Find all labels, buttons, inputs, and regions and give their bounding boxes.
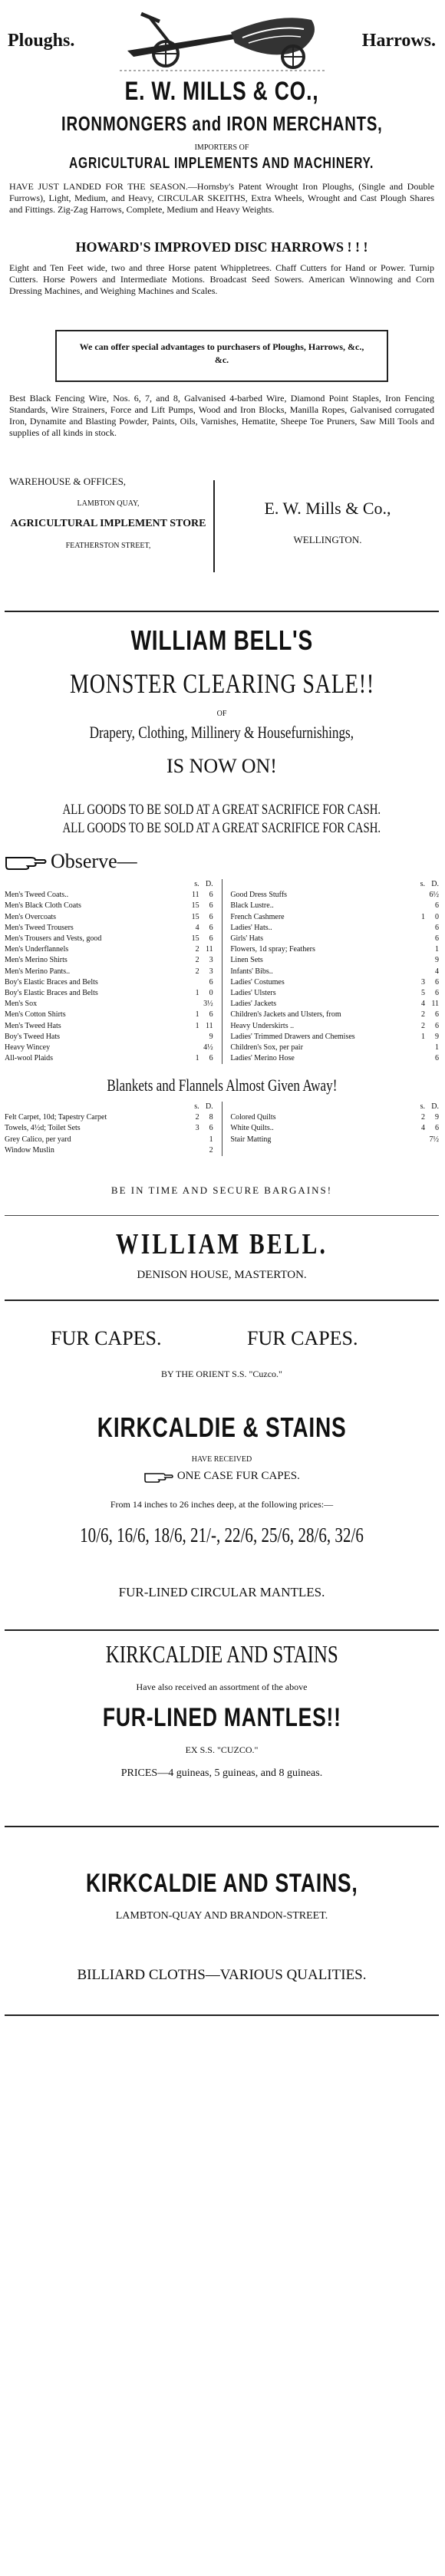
item-name: Stair Matting: [230, 1135, 272, 1144]
item-pence: 6: [209, 891, 213, 900]
item-name: Ladies' Merino Hose: [230, 1054, 295, 1063]
item-shillings: 2: [195, 967, 199, 976]
price-columns: [5, 879, 439, 1064]
price-row: [230, 988, 439, 999]
blankets-columns: [5, 1102, 439, 1156]
item-name: Men's Tweed Coats..: [5, 891, 69, 900]
item-shillings: [411, 901, 425, 911]
item-shillings: 4: [421, 1124, 425, 1133]
item-pence: 6: [435, 923, 439, 932]
divider: [5, 1300, 439, 1301]
item-name: White Quilts..: [230, 1124, 274, 1133]
item-shillings: [186, 999, 199, 1010]
one-case-line: ONE CASE FUR CAPES.: [5, 1470, 439, 1483]
item-shillings: [186, 1145, 199, 1156]
mills-firm-script: E. W. Mills & Co.,: [264, 499, 391, 518]
pointing-hand-icon: [5, 853, 48, 870]
goods-line: Drapery, Clothing, Millinery & Housefurnishings,: [89, 723, 354, 742]
price-row: [5, 912, 213, 923]
newspaper-column: [5, 0, 439, 2576]
item-shillings: [411, 1043, 425, 1053]
price-row: [230, 1053, 439, 1064]
item-name: Heavy Wincey: [5, 1043, 51, 1052]
item-name: French Cashmere: [230, 912, 285, 921]
item-pence: 6: [209, 1010, 213, 1020]
ex-cuzco-line: EX S.S. "CUZCO.": [185, 1744, 259, 1755]
item-name: Felt Carpet, 10d; Tapestry Carpet: [5, 1113, 107, 1122]
whippletree-paragraph: Eight and Ten Feet wide, two and three Horse patent Whippletrees. Chaff Cutters for Hand or Power. Turnip Cutters. Horse Powers and Intermediate Motions. Broadcast Seed Sowers. American Winnowing and Corn Dressing Machines, and Weighing Machines and Scales.: [9, 262, 434, 296]
item-name: Infants' Bibs..: [230, 967, 273, 976]
price-row: [230, 967, 439, 977]
item-pence: 9: [435, 1032, 439, 1041]
price-row: [230, 934, 439, 944]
item-shillings: 2: [195, 1113, 199, 1122]
item-pence: 11: [206, 945, 213, 954]
assortment-line: Have also received an assortment of the above: [136, 1682, 308, 1692]
item-shillings: [411, 890, 425, 901]
blanket-row: [5, 1112, 213, 1123]
item-shillings: 1: [195, 1021, 199, 1030]
kirkcaldie-name: KIRKCALDIE AND STAINS: [105, 1640, 338, 1668]
warehouse-block: [5, 476, 212, 583]
kirkcaldie-name: KIRKCALDIE AND STAINS,: [85, 1869, 358, 1898]
item-pence: 6: [435, 1054, 439, 1063]
agricultural-heading: AGRICULTURAL IMPLEMENTS AND MACHINERY.: [69, 155, 374, 172]
item-pence: 7½: [429, 1135, 439, 1144]
item-pence: 6: [209, 923, 213, 932]
item-name: Men's Cotton Shirts: [5, 1010, 66, 1020]
bell-name-heading: WILLIAM BELL'S: [130, 624, 313, 656]
item-name: Men's Black Cloth Coats: [5, 901, 81, 911]
item-shillings: 4: [195, 923, 199, 932]
price-row: [230, 977, 439, 988]
item-shillings: [411, 944, 425, 955]
blanket-row: [230, 1112, 439, 1123]
price-row: [5, 944, 213, 955]
now-on-line: IS NOW ON!: [166, 755, 277, 777]
blankets-heading: Blankets and Flannels Almost Given Away!: [106, 1076, 338, 1095]
plough-icon: [120, 3, 327, 74]
fencing-paragraph: Best Black Fencing Wire, Nos. 6, 7, and 8, Galvanised 4-barbed Wire, Diamond Point Staples, Iron Fencing Standards, Wire Strainers, Force and Lift Pumps, Wood and Iron Blocks, Manilla Ropes, Galvanised corrugated Iron, Dynamite and Blasting Powder, Paints, Oils, Varnishes, Hematite, Sheepe Toe Pruners, Saw Mill Tools and supplies of all kinds in stock.: [9, 393, 434, 438]
item-shillings: 2: [195, 945, 199, 954]
fur-lined-mantles-heading: FUR-LINED MANTLES!!: [102, 1703, 341, 1732]
item-name: Men's Overcoats: [5, 912, 57, 921]
price-row: [5, 967, 213, 977]
blanket-row: [5, 1135, 213, 1145]
item-name: Men's Underflannels: [5, 945, 69, 954]
item-pence: 6: [435, 1124, 439, 1133]
price-column-left: [5, 879, 213, 1064]
item-name: Boy's Tweed Hats: [5, 1032, 61, 1041]
pointing-hand-icon: [143, 1471, 174, 1483]
item-name: Children's Jackets and Ulsters, from: [230, 1010, 341, 1020]
blankets-column-left: [5, 1102, 213, 1156]
price-row: [5, 988, 213, 999]
divider: [5, 2014, 439, 2016]
blankets-right-items: [230, 1112, 439, 1145]
item-name: Window Muslin: [5, 1145, 54, 1155]
item-pence: 11: [206, 1021, 213, 1030]
item-name: Ladies' Ulsters: [230, 989, 276, 998]
item-shillings: [186, 1043, 199, 1053]
left-price-items: [5, 890, 213, 1064]
ploughs-heading: Ploughs.: [8, 31, 75, 51]
item-pence: 6: [435, 934, 439, 944]
blanket-row: [230, 1135, 439, 1145]
price-row: [230, 923, 439, 934]
price-row: [230, 912, 439, 923]
featherston-line: FEATHERSTON STREET,: [65, 542, 151, 550]
kirkcaldie-advert-3: [5, 1830, 439, 2060]
price-row: [5, 934, 213, 944]
item-name: Flowers, 1d spray; Feathers: [230, 945, 315, 954]
item-pence: 2: [209, 1145, 213, 1155]
price-row: [5, 890, 213, 901]
guineas-line: PRICES—4 guineas, 5 guineas, and 8 guineas.: [120, 1767, 323, 1779]
item-pence: 1: [209, 1135, 213, 1144]
item-shillings: 1: [421, 1032, 425, 1041]
bargains-line: BE IN TIME AND SECURE BARGAINS!: [110, 1184, 333, 1196]
of-line: OF: [216, 710, 227, 718]
item-shillings: 2: [195, 956, 199, 965]
item-name: Girls' Hats: [230, 934, 263, 944]
price-row: [5, 1021, 213, 1032]
price-row: [5, 901, 213, 911]
item-shillings: [186, 977, 199, 988]
item-shillings: 3: [421, 977, 425, 987]
item-pence: 8: [209, 1113, 213, 1122]
blankets-list: [5, 1102, 439, 1156]
lambton-line: LAMBTON QUAY,: [77, 499, 140, 508]
bell-footer-name: WILLIAM BELL.: [115, 1228, 328, 1260]
mills-advert: [5, 0, 439, 637]
item-name: Linen Sets: [230, 956, 263, 965]
sacrifice-line-1: ALL GOODS TO BE SOLD AT A GREAT SACRIFICE FOR CASH.: [62, 802, 381, 818]
harrows-heading: Harrows.: [361, 31, 436, 51]
blankets-column-right: [230, 1102, 439, 1156]
item-name: Men's Trousers and Vests, good: [5, 934, 102, 944]
fur-capes-advert: [5, 1304, 439, 1396]
price-row: [5, 977, 213, 988]
price-row: [230, 890, 439, 901]
right-price-items: [230, 890, 439, 1064]
price-column-right: [230, 879, 439, 1064]
price-row: [230, 1021, 439, 1032]
item-pence: 9: [209, 1032, 213, 1041]
price-row: [230, 944, 439, 955]
item-pence: 9: [435, 956, 439, 965]
item-name: Men's Tweed Trousers: [5, 923, 74, 932]
divider: [5, 1629, 439, 1631]
have-received-line: HAVE RECEIVED: [191, 1455, 252, 1464]
item-pence: 6: [435, 1021, 439, 1030]
header-row: [5, 0, 439, 77]
item-pence: 6: [209, 977, 213, 987]
item-pence: 0: [209, 989, 213, 998]
item-name: Towels, 4½d; Toilet Sets: [5, 1124, 81, 1133]
item-shillings: [411, 955, 425, 966]
blanket-row: [5, 1145, 213, 1156]
item-name: Children's Sox, per pair: [230, 1043, 303, 1052]
denison-house-line: DENISON HOUSE, MASTERTON.: [137, 1269, 307, 1281]
special-advantages-text: We can offer special advantages to purchasers of Ploughs, Harrows, &c., &c.: [79, 341, 364, 365]
price-row: [5, 1010, 213, 1020]
item-shillings: 15: [191, 912, 199, 921]
item-name: Heavy Underskirts ..: [230, 1021, 295, 1030]
item-pence: 6: [435, 901, 439, 911]
item-shillings: [411, 934, 425, 944]
circular-mantles-line: FUR-LINED CIRCULAR MANTLES.: [118, 1585, 325, 1599]
item-shillings: 15: [191, 901, 199, 911]
item-shillings: 2: [421, 1113, 425, 1122]
mills-firm-name: E. W. MILLS & CO.,: [124, 77, 319, 106]
item-pence: 6: [209, 934, 213, 944]
item-shillings: [411, 967, 425, 977]
item-pence: 6: [435, 977, 439, 987]
item-name: Ladies' Costumes: [230, 977, 285, 987]
blankets-left-items: [5, 1112, 213, 1156]
observe-text: Observe—: [51, 850, 137, 872]
sizes-line: From 14 inches to 26 inches deep, at the following prices:—: [110, 1499, 334, 1510]
address-divider: [213, 480, 215, 572]
item-pence: 1: [435, 1043, 439, 1052]
price-row: [230, 901, 439, 911]
disc-harrows-line: HOWARD'S IMPROVED DISC HARROWS ! ! !: [75, 239, 368, 255]
price-row: [5, 1053, 213, 1064]
item-name: Boy's Elastic Braces and Belts: [5, 989, 98, 998]
importers-line: IMPORTERS OF: [194, 143, 249, 152]
item-pence: 6: [209, 901, 213, 911]
mills-trade-line: IRONMONGERS and IRON MERCHANTS,: [61, 112, 383, 135]
sacrifice-block: [5, 801, 439, 838]
item-pence: 4: [435, 967, 439, 976]
item-shillings: 1: [421, 912, 425, 921]
item-pence: 9: [435, 1113, 439, 1122]
item-pence: 3: [209, 956, 213, 965]
item-name: Black Lustre..: [230, 901, 274, 911]
item-pence: 6: [435, 1010, 439, 1020]
item-shillings: [186, 1135, 199, 1145]
item-pence: 6½: [429, 891, 439, 900]
price-row: [230, 955, 439, 966]
item-shillings: [411, 1135, 425, 1145]
blanket-row: [230, 1123, 439, 1134]
item-pence: 1: [435, 945, 439, 954]
item-name: Colored Quilts: [230, 1113, 276, 1122]
item-shillings: 2: [421, 1010, 425, 1020]
item-shillings: 1: [195, 1010, 199, 1020]
orient-ship-line: BY THE ORIENT S.S. "Cuzco.": [161, 1369, 282, 1379]
item-shillings: [411, 1053, 425, 1064]
lambton-brandon-line: LAMBTON-QUAY AND BRANDON-STREET.: [115, 1910, 328, 1922]
item-pence: 6: [209, 1054, 213, 1063]
item-name: Ladies' Hats..: [230, 923, 272, 932]
price-row: [230, 1043, 439, 1053]
item-name: Men's Merino Pants..: [5, 967, 71, 976]
observe-heading: [5, 850, 439, 873]
price-row: [5, 955, 213, 966]
sacrifice-line-2: ALL GOODS TO BE SOLD AT A GREAT SACRIFICE FOR CASH.: [62, 820, 381, 836]
price-row: [5, 999, 213, 1010]
item-shillings: [411, 923, 425, 934]
landed-paragraph: HAVE JUST LANDED FOR THE SEASON.—Hornsby's Patent Wrought Iron Ploughs, (Single and Double Furrows), Light, Medium, and Heavy, CIRCULAR SKEITHS, Extra Wheels, Wrought and Cast Plough Shares and Fittings. Zig-Zag Harrows, Complete, Medium and Heavy Weights.: [9, 181, 434, 215]
item-shillings: 3: [195, 1124, 199, 1133]
sd-header: s. D.: [420, 880, 439, 888]
price-list: [5, 879, 439, 1064]
fur-capes-heading-2: FUR CAPES.: [247, 1327, 358, 1349]
kirkcaldie-name: KIRKCALDIE & STAINS: [97, 1412, 347, 1443]
item-name: Men's Sox: [5, 1000, 38, 1009]
item-shillings: 5: [421, 989, 425, 998]
item-name: Men's Tweed Hats: [5, 1021, 61, 1030]
price-row: [5, 1032, 213, 1043]
item-pence: 6: [209, 1124, 213, 1133]
item-name: All-wool Plaids: [5, 1054, 54, 1063]
price-row: [230, 1032, 439, 1043]
price-row: [5, 1043, 213, 1053]
item-name: Ladies' Trimmed Drawers and Chemises: [230, 1032, 355, 1041]
price-row: [230, 1010, 439, 1020]
billiard-cloths-line: BILLIARD CLOTHS—VARIOUS QUALITIES.: [77, 1967, 367, 1983]
fur-capes-heading-1: FUR CAPES.: [51, 1327, 162, 1349]
item-shillings: 1: [195, 989, 199, 998]
price-row: [5, 923, 213, 934]
item-pence: 3½: [203, 1000, 213, 1009]
item-pence: 0: [435, 912, 439, 921]
item-pence: 11: [431, 1000, 439, 1009]
item-name: Good Dress Stuffs: [230, 891, 288, 900]
item-shillings: 15: [191, 934, 199, 944]
item-name: Men's Merino Shirts: [5, 956, 68, 965]
blanket-row: [5, 1123, 213, 1134]
divider: [5, 1215, 439, 1216]
item-shillings: [186, 1032, 199, 1043]
divider: [5, 1826, 439, 1827]
item-shillings: 1: [195, 1054, 199, 1063]
warehouse-line: WAREHOUSE & OFFICES,: [9, 476, 127, 487]
wellington-line: WELLINGTON.: [293, 534, 362, 545]
item-pence: 6: [435, 989, 439, 998]
item-pence: 3: [209, 967, 213, 976]
sd-header: s. D.: [194, 1102, 213, 1111]
item-name: Grey Calico, per yard: [5, 1135, 71, 1144]
sd-header: s. D.: [194, 880, 213, 888]
item-pence: 4½: [203, 1043, 213, 1052]
item-shillings: 4: [421, 1000, 425, 1009]
mills-address-block: [5, 476, 439, 629]
item-shillings: 2: [421, 1021, 425, 1030]
sd-header: s. D.: [420, 1102, 439, 1111]
price-row: [230, 999, 439, 1010]
implement-store-line: AGRICULTURAL IMPLEMENT STORE: [10, 518, 206, 529]
monster-sale-heading: MONSTER CLEARING SALE!!: [69, 668, 374, 699]
item-pence: 6: [209, 912, 213, 921]
item-name: Ladies' Jackets: [230, 1000, 277, 1009]
special-advantages-box: [55, 330, 388, 382]
item-name: Boy's Elastic Braces and Belts: [5, 977, 98, 987]
divider: [5, 611, 439, 612]
item-shillings: 11: [192, 891, 199, 900]
prices-line: 10/6, 16/6, 18/6, 21/-, 22/6, 25/6, 28/6, 32/6: [80, 1524, 364, 1547]
